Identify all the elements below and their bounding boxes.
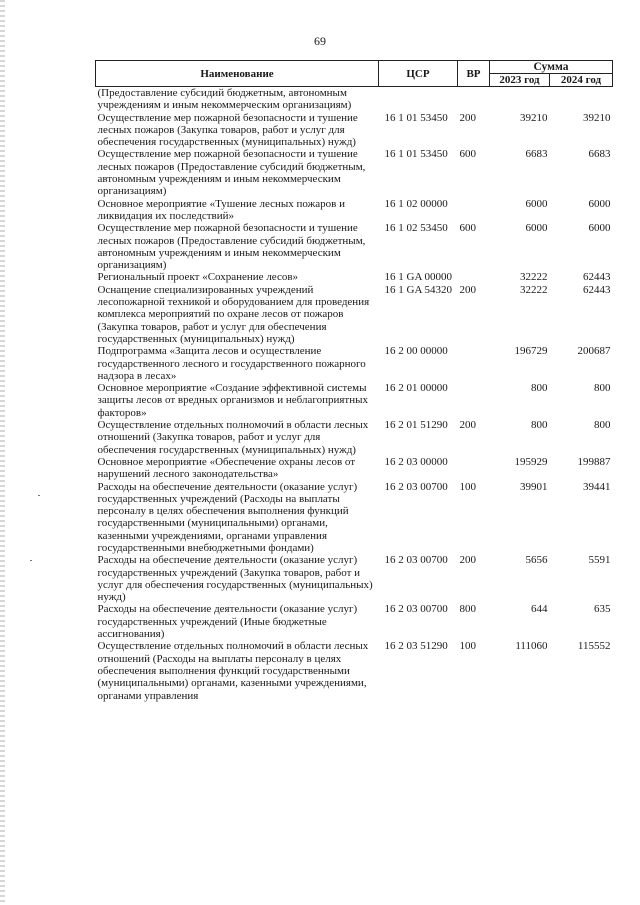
cell-vr bbox=[458, 382, 490, 419]
cell-csr: 16 2 03 00700 bbox=[384, 480, 448, 493]
table-row bbox=[96, 222, 613, 271]
cell-v2023: 5656 bbox=[525, 554, 548, 567]
table-row bbox=[96, 345, 613, 382]
cell-csr: 16 2 03 51290 bbox=[384, 640, 448, 653]
header-sum: Сумма bbox=[490, 61, 613, 74]
cell-v2023: 196729 bbox=[514, 345, 548, 358]
cell-name: (Предоставление субсидий бюджетным, автономным учреждениям и иным некоммерческим организациям) bbox=[97, 87, 352, 112]
cell-csr: 16 2 01 51290 bbox=[384, 419, 448, 432]
cell-vr: 100 bbox=[459, 480, 476, 493]
table-row bbox=[96, 419, 613, 456]
cell-name: Расходы на обеспечение деятельности (оказание услуг) государственных учреждений (Иные бюджетные ассигнования) bbox=[97, 603, 358, 641]
table-row bbox=[96, 554, 613, 603]
table-row bbox=[96, 640, 613, 701]
cell-vr: 200 bbox=[459, 419, 476, 432]
table-header bbox=[96, 61, 613, 87]
table-row bbox=[96, 456, 613, 481]
scan-edge-artifact bbox=[0, 0, 5, 905]
cell-v2023: 6000 bbox=[525, 197, 548, 210]
cell-v2024: 635 bbox=[594, 603, 611, 616]
cell-name: Оснащение специализированных учреждений лесопожарной техникой и оборудованием для проведения комплекса мероприятий по охране лесов от пожаров (Закупка товаров, работ и услуг для обеспечения государственных (муниципальных) нужд) bbox=[97, 283, 370, 345]
cell-csr: 16 1 GA 00000 bbox=[384, 271, 453, 284]
cell-name: Расходы на обеспечение деятельности (оказание услуг) государственных учреждений (Расходы на выплаты персоналу в целях обеспечения выполнения функций государственными (муниципальными) органами, казенными учреждениями, органами управления государственными внебюджетными фондами) bbox=[97, 480, 358, 554]
cell-csr: 16 2 01 00000 bbox=[384, 382, 448, 395]
cell-v2023: 195929 bbox=[514, 455, 548, 468]
cell-v2023 bbox=[490, 87, 550, 112]
cell-csr: 16 1 01 53450 bbox=[384, 111, 448, 124]
table-row bbox=[96, 284, 613, 345]
table-row bbox=[96, 271, 613, 283]
cell-v2023: 39210 bbox=[520, 111, 548, 124]
cell-csr: 16 1 GA 54320 bbox=[384, 283, 453, 296]
cell-name: Основное мероприятие «Тушение лесных пожаров и ликвидация их последствий» bbox=[97, 197, 345, 222]
cell-v2024: 200687 bbox=[577, 345, 611, 358]
table-row bbox=[96, 112, 613, 149]
cell-v2023: 32222 bbox=[520, 271, 548, 284]
cell-v2024: 800 bbox=[594, 419, 611, 432]
cell-csr: 16 2 03 00700 bbox=[384, 554, 448, 567]
header-name: Наименование bbox=[96, 61, 379, 87]
cell-csr: 16 1 02 00000 bbox=[384, 197, 448, 210]
cell-v2023: 6683 bbox=[525, 148, 548, 161]
table-row bbox=[96, 87, 613, 112]
cell-vr bbox=[458, 87, 490, 112]
cell-vr: 800 bbox=[459, 603, 476, 616]
cell-v2024: 6683 bbox=[588, 148, 611, 161]
header-year-2023: 2023 год bbox=[490, 74, 550, 87]
cell-v2024 bbox=[550, 87, 613, 112]
table-row bbox=[96, 198, 613, 223]
cell-vr bbox=[458, 198, 490, 223]
table-row bbox=[96, 481, 613, 555]
header-vr: ВР bbox=[458, 61, 490, 87]
cell-v2024: 199887 bbox=[577, 455, 611, 468]
cell-vr: 200 bbox=[459, 111, 476, 124]
cell-name: Расходы на обеспечение деятельности (оказание услуг) государственных учреждений (Закупка товаров, работ и услуг для обеспечения государственных (муниципальных) нужд) bbox=[97, 554, 373, 604]
cell-csr bbox=[379, 87, 458, 112]
cell-v2024: 5591 bbox=[588, 554, 611, 567]
table-row bbox=[96, 148, 613, 197]
cell-csr: 16 1 01 53450 bbox=[384, 148, 448, 161]
cell-vr: 600 bbox=[459, 148, 476, 161]
cell-v2024: 800 bbox=[594, 382, 611, 395]
budget-table bbox=[95, 60, 613, 702]
cell-v2024: 39441 bbox=[583, 480, 611, 493]
cell-v2024: 115552 bbox=[577, 640, 611, 653]
cell-csr: 16 2 03 00000 bbox=[384, 455, 448, 468]
cell-csr: 16 1 02 53450 bbox=[384, 222, 448, 235]
cell-csr: 16 2 00 00000 bbox=[384, 345, 448, 358]
cell-vr: 600 bbox=[459, 222, 476, 235]
cell-name: Подпрограмма «Защита лесов и осуществление государственного лесного и государственного пожарного надзора в лесах» bbox=[97, 345, 366, 382]
cell-name: Региональный проект «Сохранение лесов» bbox=[97, 271, 299, 284]
cell-v2024: 62443 bbox=[583, 283, 611, 296]
cell-name: Основное мероприятие «Обеспечение охраны лесов от нарушений лесного законодательства» bbox=[97, 455, 356, 481]
cell-v2024: 6000 bbox=[588, 222, 611, 235]
header-csr: ЦСР bbox=[379, 61, 458, 87]
cell-v2024: 6000 bbox=[588, 197, 611, 210]
cell-v2023: 800 bbox=[531, 382, 548, 395]
cell-name: Осуществление мер пожарной безопасности и тушение лесных пожаров (Закупка товаров, работ и услуг для обеспечения государственных (муниципальных) нужд) bbox=[97, 111, 358, 149]
table-row bbox=[96, 603, 613, 640]
cell-vr: 200 bbox=[459, 554, 476, 567]
cell-v2023: 6000 bbox=[525, 222, 548, 235]
cell-vr bbox=[458, 456, 490, 481]
cell-v2023: 32222 bbox=[520, 283, 548, 296]
table-row bbox=[96, 382, 613, 419]
cell-vr bbox=[458, 271, 490, 283]
cell-vr: 100 bbox=[459, 640, 476, 653]
cell-v2023: 800 bbox=[531, 419, 548, 432]
cell-csr: 16 2 03 00700 bbox=[384, 603, 448, 616]
scan-speck bbox=[38, 495, 40, 496]
scan-speck bbox=[30, 560, 32, 561]
table-body bbox=[96, 87, 613, 702]
page-number: 69 bbox=[314, 34, 326, 48]
cell-v2023: 111060 bbox=[515, 640, 548, 653]
cell-vr bbox=[458, 345, 490, 382]
cell-v2023: 39901 bbox=[520, 480, 548, 493]
cell-name: Осуществление отдельных полномочий в области лесных отношений (Расходы на выплаты персоналу в целях обеспечения выполнения функций государственными (муниципальными) органами, казенными учреждениями, органами управления bbox=[97, 640, 369, 702]
cell-name: Основное мероприятие «Создание эффективной системы защиты лесов от вредных организмов и неблагоприятных факторов» bbox=[97, 382, 368, 419]
cell-vr: 200 bbox=[459, 283, 476, 296]
cell-name: Осуществление мер пожарной безопасности и тушение лесных пожаров (Предоставление субсидий бюджетным, автономным учреждениям и иным некоммерческим организациям) bbox=[97, 222, 366, 272]
cell-name: Осуществление мер пожарной безопасности и тушение лесных пожаров (Предоставление субсидий бюджетным, автономным учреждениям и иным некоммерческим организациям) bbox=[97, 148, 366, 198]
cell-v2023: 644 bbox=[531, 603, 548, 616]
cell-v2024: 62443 bbox=[583, 271, 611, 284]
header-year-2024: 2024 год bbox=[550, 74, 613, 87]
cell-v2024: 39210 bbox=[583, 111, 611, 124]
cell-name: Осуществление отдельных полномочий в области лесных отношений (Закупка товаров, работ и услуг для обеспечения государственных (муниципальных) нужд) bbox=[97, 419, 369, 456]
